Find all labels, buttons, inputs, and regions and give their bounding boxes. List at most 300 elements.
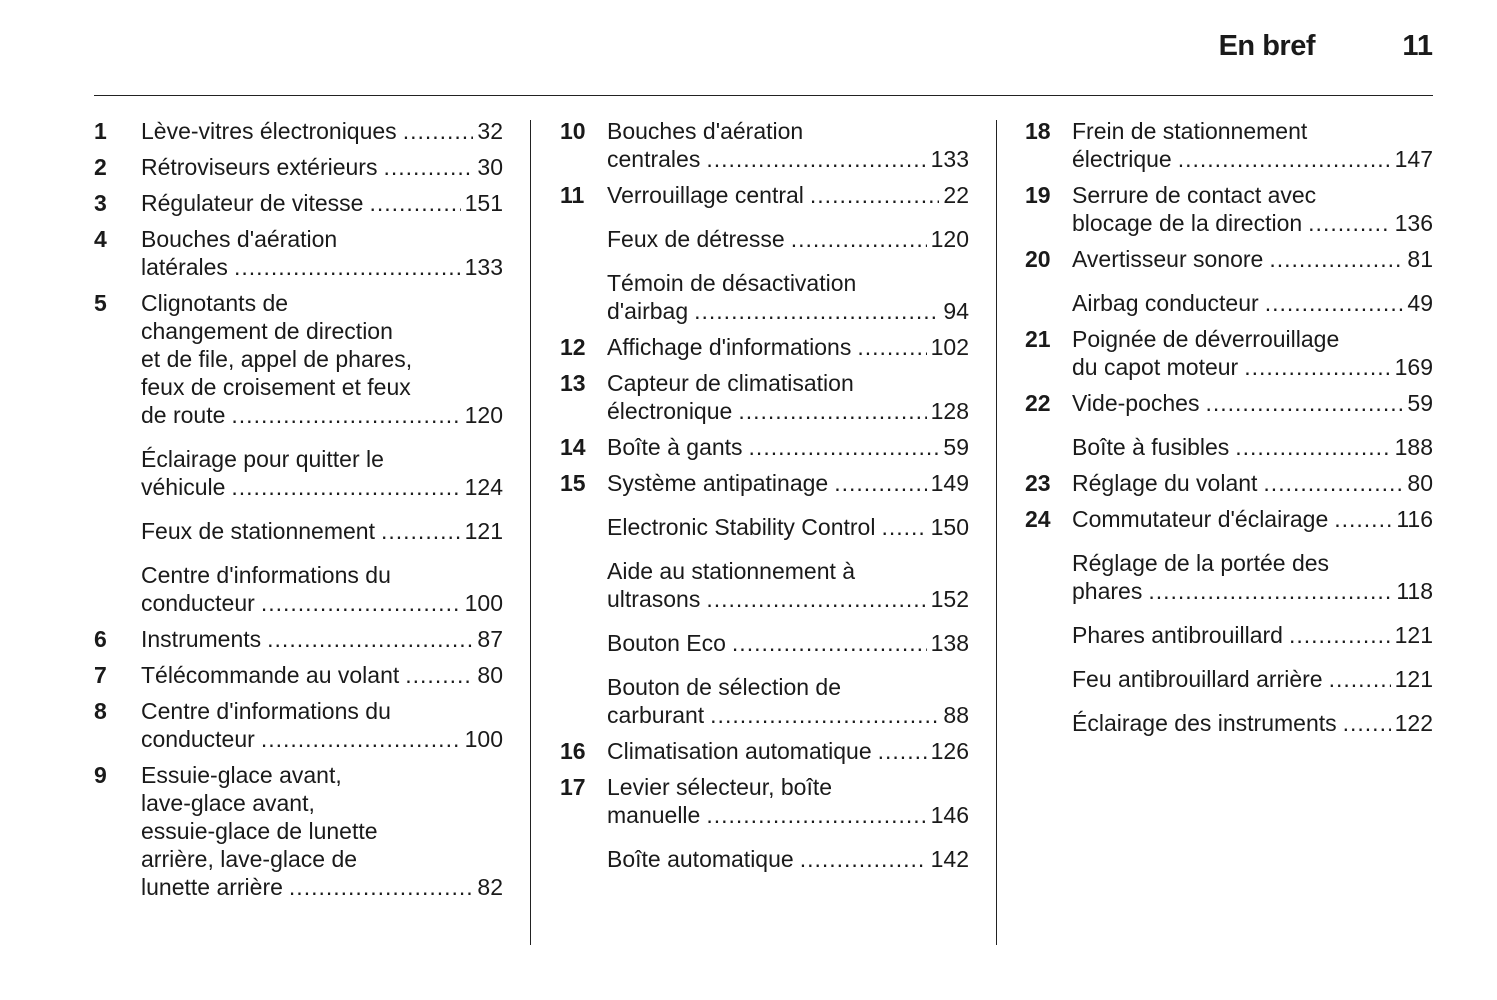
entry-spacer (94, 145, 503, 153)
toc-entry (1025, 469, 1433, 497)
entry-label: Régulateur de vitesse (141, 190, 364, 216)
dot-leader (706, 585, 926, 613)
entry-text-line: Clignotants de (141, 290, 289, 316)
toc-entry (1025, 181, 1433, 237)
entry-last-line (607, 701, 969, 729)
entry-spacer (560, 461, 969, 469)
entry-text (141, 225, 503, 281)
dot-leader (1244, 353, 1390, 381)
entry-number: 15 (560, 470, 586, 496)
toc-entry (1025, 505, 1433, 533)
entry-number: 7 (94, 662, 107, 688)
entry-last-line (607, 585, 969, 613)
dot-leader (234, 253, 461, 281)
entry-text (607, 557, 969, 613)
entry-spacer (560, 829, 969, 845)
entry-number: 1 (94, 118, 107, 144)
entry-label: Boîte automatique (607, 846, 794, 872)
toc-entry (560, 433, 969, 461)
entry-label: Réglage du volant (1072, 470, 1258, 496)
toc-entry (94, 761, 503, 901)
entry-page-number: 59 (1407, 390, 1433, 416)
entry-text-line: Témoin de désactivation (607, 270, 857, 296)
entry-text-line: Réglage de la portée des (1072, 550, 1330, 576)
entry-page-number: 80 (477, 662, 503, 688)
entry-spacer (560, 613, 969, 629)
entry-text (141, 117, 503, 145)
entry-page-number: 146 (930, 802, 969, 828)
entry-last-line (1072, 353, 1433, 381)
toc-entry (560, 513, 969, 541)
entry-text-line: feux de croisement et feux (141, 374, 411, 400)
toc-entry (1025, 245, 1433, 273)
entry-label: Feux de stationnement (141, 518, 375, 544)
entry-text (141, 561, 503, 617)
toc-entry (560, 333, 969, 361)
entry-label: Climatisation automatique (607, 738, 872, 764)
entry-label: Système antipatinage (607, 470, 829, 496)
entry-page-number: 121 (464, 518, 503, 544)
dot-leader (231, 401, 460, 429)
dot-leader (1269, 245, 1403, 273)
entry-last-line (141, 517, 503, 545)
dot-leader (1329, 665, 1391, 693)
entry-last-line (141, 661, 503, 689)
entry-spacer (1025, 497, 1433, 505)
entry-last-line (141, 625, 503, 653)
entry-last-line (607, 513, 969, 541)
dot-leader (800, 845, 927, 873)
dot-leader (694, 297, 939, 325)
entry-label: conducteur (141, 726, 255, 752)
entry-text (141, 761, 503, 901)
entry-page-number: 147 (1394, 146, 1433, 172)
entry-last-line (607, 629, 969, 657)
dot-leader (405, 661, 473, 689)
entry-label: Bouton Eco (607, 630, 726, 656)
toc-entry (94, 517, 503, 545)
entry-last-line (1072, 389, 1433, 417)
entry-page-number: 88 (943, 702, 969, 728)
entry-label: électronique (607, 398, 733, 424)
entry-text (141, 289, 503, 429)
dot-leader (1178, 145, 1391, 173)
entry-label: centrales (607, 146, 701, 172)
toc-entry (560, 773, 969, 829)
toc-entry (1025, 433, 1433, 461)
page-header (94, 28, 1433, 68)
entry-spacer (560, 765, 969, 773)
entry-spacer (94, 653, 503, 661)
entry-spacer (560, 209, 969, 225)
entry-spacer (560, 173, 969, 181)
entry-text-line: Aide au stationnement à (607, 558, 856, 584)
entry-page-number: 81 (1407, 246, 1433, 272)
entry-text-line: Bouches d'aération (607, 118, 804, 144)
entry-last-line (607, 397, 969, 425)
entry-page-number: 59 (943, 434, 969, 460)
entry-text-line: changement de direction (141, 318, 393, 344)
toc-entry (560, 737, 969, 765)
entry-text (607, 225, 969, 253)
dot-leader (1148, 577, 1392, 605)
toc-column-3 (1025, 117, 1433, 737)
dot-leader (810, 181, 940, 209)
dot-leader (261, 725, 461, 753)
dot-leader (732, 629, 927, 657)
entry-last-line (1072, 245, 1433, 273)
entry-text (607, 737, 969, 765)
entry-last-line (607, 181, 969, 209)
entry-text (607, 629, 969, 657)
toc-entry (94, 153, 503, 181)
entry-label: Affichage d'informations (607, 334, 852, 360)
entry-label: ultrasons (607, 586, 701, 612)
entry-text (607, 269, 969, 325)
entry-label: Vide-poches (1072, 390, 1200, 416)
entry-text-line: Capteur de climatisation (607, 370, 854, 396)
entry-text (1072, 325, 1433, 381)
entry-spacer (1025, 173, 1433, 181)
dot-leader (383, 153, 473, 181)
entry-text (1072, 245, 1433, 273)
entry-text-line: Éclairage pour quitter le (141, 446, 384, 472)
entry-page-number: 102 (930, 334, 969, 360)
entry-last-line (141, 189, 503, 217)
entry-text-line: Bouches d'aération (141, 226, 338, 252)
entry-spacer (1025, 381, 1433, 389)
dot-leader (369, 189, 460, 217)
toc-entry (560, 181, 969, 209)
toc-entry (1025, 117, 1433, 173)
entry-spacer (1025, 417, 1433, 433)
entry-text-line: Essuie-glace avant, (141, 762, 342, 788)
entry-text (1072, 621, 1433, 649)
entry-last-line (141, 873, 503, 901)
entry-number: 6 (94, 626, 107, 652)
entry-spacer (1025, 273, 1433, 289)
entry-label: Rétroviseurs extérieurs (141, 154, 378, 180)
entry-number: 3 (94, 190, 107, 216)
toc-column-1 (94, 117, 503, 901)
entry-text (607, 845, 969, 873)
entry-page-number: 136 (1394, 210, 1433, 236)
dot-leader (1308, 209, 1390, 237)
dot-leader (1205, 389, 1403, 417)
toc-entry (560, 673, 969, 729)
dot-leader (231, 473, 460, 501)
section-title: En bref (1218, 30, 1315, 62)
dot-leader (1334, 505, 1392, 533)
toc-entry (1025, 621, 1433, 649)
entry-number: 13 (560, 370, 586, 396)
dot-leader (289, 873, 473, 901)
entry-last-line (607, 469, 969, 497)
entry-last-line (1072, 145, 1433, 173)
entry-label: Instruments (141, 626, 262, 652)
entry-label: Lève-vitres électroniques (141, 118, 397, 144)
toc-entry (94, 561, 503, 617)
entry-number: 2 (94, 154, 107, 180)
entry-last-line (141, 589, 503, 617)
entry-page-number: 126 (930, 738, 969, 764)
entry-last-line (141, 725, 503, 753)
entry-spacer (94, 281, 503, 289)
entry-number: 11 (560, 182, 585, 208)
entry-text (607, 333, 969, 361)
entry-text-line: Centre d'informations du (141, 698, 391, 724)
toc-entry (94, 445, 503, 501)
entry-label: Feux de détresse (607, 226, 785, 252)
toc-entry (1025, 389, 1433, 417)
entry-text (1072, 117, 1433, 173)
entry-label: blocage de la direction (1072, 210, 1303, 236)
entry-number: 8 (94, 698, 107, 724)
entry-spacer (94, 689, 503, 697)
dot-leader (878, 737, 927, 765)
dot-leader (403, 117, 474, 145)
dot-leader (1289, 621, 1391, 649)
entry-last-line (607, 845, 969, 873)
toc-entry (560, 225, 969, 253)
entry-label: Boîte à gants (607, 434, 743, 460)
toc-entry (1025, 665, 1433, 693)
entry-page-number: 138 (930, 630, 969, 656)
entry-spacer (560, 425, 969, 433)
entry-text (141, 517, 503, 545)
dot-leader (267, 625, 473, 653)
toc-entry (560, 469, 969, 497)
dot-leader (706, 145, 926, 173)
entry-last-line (607, 333, 969, 361)
entry-last-line (141, 401, 503, 429)
entry-page-number: 121 (1394, 622, 1433, 648)
entry-number: 12 (560, 334, 586, 360)
entry-text (607, 117, 969, 173)
toc-entry (560, 845, 969, 873)
entry-last-line (607, 433, 969, 461)
entry-last-line (607, 297, 969, 325)
entry-label: carburant (607, 702, 705, 728)
dot-leader (834, 469, 926, 497)
entry-label: de route (141, 402, 226, 428)
entry-page-number: 121 (1394, 666, 1433, 692)
entry-page-number: 100 (464, 726, 503, 752)
entry-text (141, 153, 503, 181)
entry-text (1072, 289, 1433, 317)
dot-leader (1265, 289, 1404, 317)
entry-spacer (1025, 649, 1433, 665)
entry-text-line: arrière, lave-glace de (141, 846, 358, 872)
toc-entry (1025, 325, 1433, 381)
entry-text (607, 673, 969, 729)
entry-spacer (1025, 533, 1433, 549)
entry-text (1072, 389, 1433, 417)
entry-label: Phares antibrouillard (1072, 622, 1283, 648)
toc-column-2 (560, 117, 969, 873)
entry-text (1072, 469, 1433, 497)
entry-page-number: 142 (930, 846, 969, 872)
entry-text (1072, 549, 1433, 605)
entry-last-line (1072, 209, 1433, 237)
entry-number: 21 (1025, 326, 1051, 352)
entry-spacer (1025, 317, 1433, 325)
entry-text (141, 625, 503, 653)
entry-page-number: 120 (930, 226, 969, 252)
entry-label: Commutateur d'éclairage (1072, 506, 1329, 532)
entry-last-line (607, 737, 969, 765)
dot-leader (710, 701, 939, 729)
entry-last-line (1072, 665, 1433, 693)
entry-text-line: Levier sélecteur, boîte (607, 774, 833, 800)
entry-spacer (1025, 461, 1433, 469)
entry-page-number: 120 (464, 402, 503, 428)
dot-leader (857, 333, 926, 361)
entry-page-number: 133 (930, 146, 969, 172)
dot-leader (706, 801, 926, 829)
entry-number: 24 (1025, 506, 1051, 532)
entry-page-number: 152 (930, 586, 969, 612)
toc-entry (1025, 289, 1433, 317)
toc-entry (560, 629, 969, 657)
dot-leader (881, 513, 926, 541)
entry-last-line (607, 801, 969, 829)
entry-label: Electronic Stability Control (607, 514, 876, 540)
entry-last-line (607, 225, 969, 253)
dot-leader (1343, 709, 1391, 737)
entry-spacer (560, 729, 969, 737)
entry-number: 22 (1025, 390, 1051, 416)
entry-text (141, 189, 503, 217)
toc-entry (560, 557, 969, 613)
toc-entry (94, 289, 503, 429)
entry-label: électrique (1072, 146, 1172, 172)
entry-page-number: 188 (1394, 434, 1433, 460)
entry-label: du capot moteur (1072, 354, 1239, 380)
entry-text (1072, 665, 1433, 693)
entry-label: d'airbag (607, 298, 689, 324)
toc-entry (560, 269, 969, 325)
entry-spacer (560, 541, 969, 557)
entry-label: Feu antibrouillard arrière (1072, 666, 1323, 692)
dot-leader (261, 589, 461, 617)
column-divider-2 (996, 120, 997, 945)
entry-text (607, 513, 969, 541)
entry-spacer (560, 325, 969, 333)
entry-spacer (94, 545, 503, 561)
entry-last-line (1072, 289, 1433, 317)
entry-spacer (94, 181, 503, 189)
entry-last-line (607, 145, 969, 173)
dot-leader (749, 433, 940, 461)
toc-entry (1025, 709, 1433, 737)
entry-label: Avertisseur sonore (1072, 246, 1264, 272)
entry-text (607, 181, 969, 209)
dot-leader (1263, 469, 1403, 497)
entry-label: latérales (141, 254, 228, 280)
entry-text (141, 697, 503, 753)
entry-page-number: 30 (477, 154, 503, 180)
column-divider-1 (530, 120, 531, 945)
entry-number: 10 (560, 118, 586, 144)
entry-number: 19 (1025, 182, 1051, 208)
entry-spacer (560, 657, 969, 673)
entry-spacer (560, 361, 969, 369)
entry-text-line: Bouton de sélection de (607, 674, 842, 700)
entry-spacer (94, 617, 503, 625)
entry-page-number: 94 (943, 298, 969, 324)
entry-text (141, 661, 503, 689)
dot-leader (738, 397, 926, 425)
entry-label: lunette arrière (141, 874, 283, 900)
page-number: 11 (1402, 30, 1433, 62)
entry-page-number: 49 (1407, 290, 1433, 316)
entry-spacer (94, 429, 503, 445)
entry-page-number: 149 (930, 470, 969, 496)
entry-page-number: 150 (930, 514, 969, 540)
entry-page-number: 100 (464, 590, 503, 616)
entry-text-line: lave-glace avant, (141, 790, 315, 816)
entry-number: 4 (94, 226, 107, 252)
entry-page-number: 87 (477, 626, 503, 652)
entry-spacer (94, 753, 503, 761)
entry-number: 16 (560, 738, 586, 764)
entry-text (607, 469, 969, 497)
entry-label: Verrouillage central (607, 182, 804, 208)
entry-text (607, 369, 969, 425)
entry-label: Télécommande au volant (141, 662, 400, 688)
toc-entry (94, 225, 503, 281)
entry-page-number: 133 (464, 254, 503, 280)
toc-entry (94, 661, 503, 689)
toc-entry (94, 625, 503, 653)
entry-label: Boîte à fusibles (1072, 434, 1230, 460)
toc-entry (94, 117, 503, 145)
entry-spacer (560, 497, 969, 513)
entry-number: 17 (560, 774, 586, 800)
entry-label: Airbag conducteur (1072, 290, 1259, 316)
entry-text-line: Serrure de contact avec (1072, 182, 1317, 208)
entry-number: 23 (1025, 470, 1051, 496)
entry-page-number: 124 (464, 474, 503, 500)
entry-spacer (1025, 605, 1433, 621)
entry-number: 20 (1025, 246, 1051, 272)
entry-text (1072, 433, 1433, 461)
entry-last-line (1072, 433, 1433, 461)
entry-page-number: 116 (1396, 506, 1433, 532)
entry-spacer (560, 253, 969, 269)
entry-text-line: et de file, appel de phares, (141, 346, 413, 372)
dot-leader (1235, 433, 1390, 461)
entry-page-number: 169 (1394, 354, 1433, 380)
entry-last-line (141, 253, 503, 281)
entry-page-number: 80 (1407, 470, 1433, 496)
entry-text (607, 773, 969, 829)
toc-entry (560, 117, 969, 173)
entry-text (141, 445, 503, 501)
entry-page-number: 151 (464, 190, 503, 216)
toc-entry (560, 369, 969, 425)
entry-spacer (1025, 237, 1433, 245)
entry-text (607, 433, 969, 461)
entry-last-line (1072, 505, 1433, 533)
entry-text-line: essuie-glace de lunette (141, 818, 378, 844)
entry-page-number: 82 (477, 874, 503, 900)
entry-number: 18 (1025, 118, 1051, 144)
entry-label: manuelle (607, 802, 701, 828)
entry-label: véhicule (141, 474, 226, 500)
entry-label: phares (1072, 578, 1143, 604)
